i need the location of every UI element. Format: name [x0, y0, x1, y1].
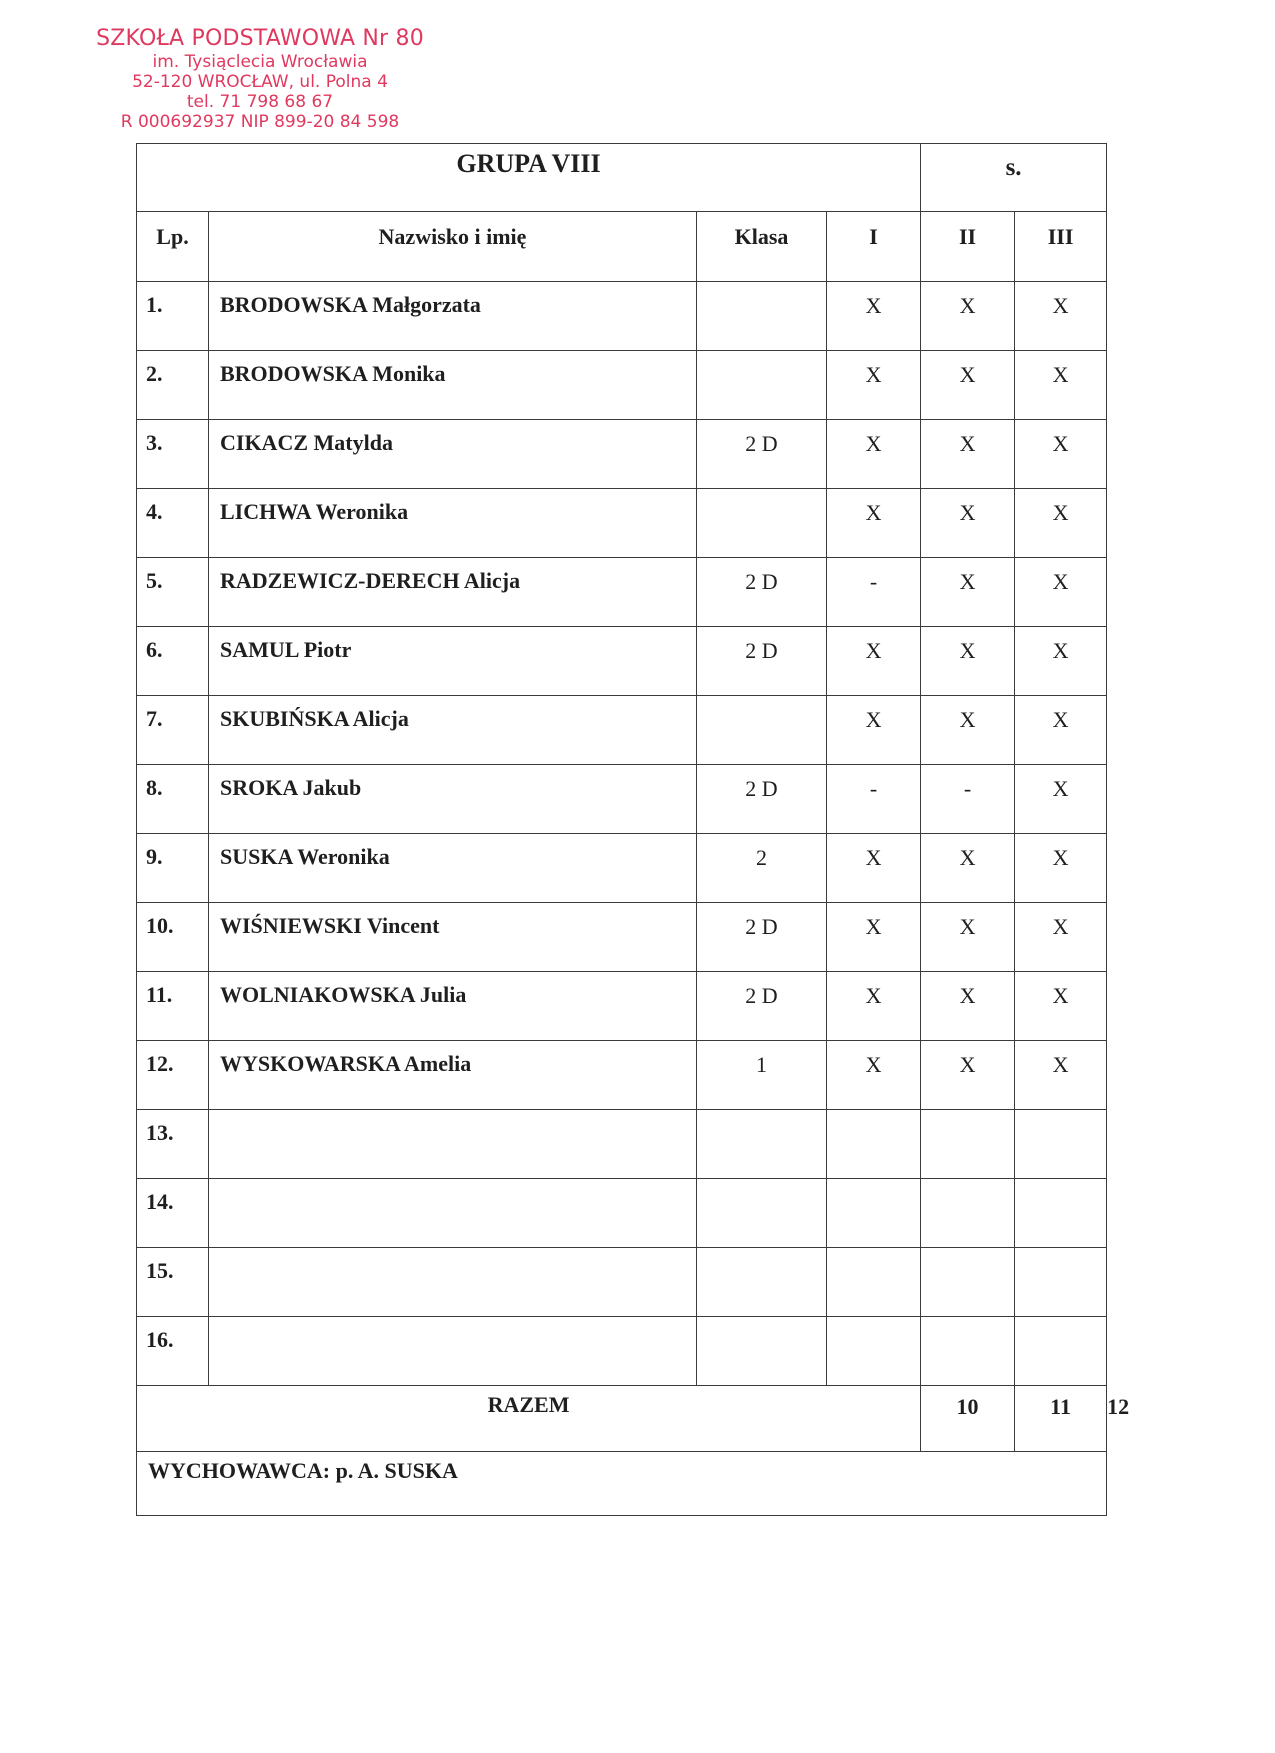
row-lp: 6. — [137, 627, 209, 696]
row-mark-I: X — [827, 282, 921, 351]
row-lp: 7. — [137, 696, 209, 765]
row-klasa: 2 D — [697, 903, 827, 972]
col-header-II: II — [921, 212, 1015, 282]
row-mark-I: - — [827, 558, 921, 627]
row-klasa — [697, 351, 827, 420]
row-klasa: 2 — [697, 834, 827, 903]
row-klasa — [697, 489, 827, 558]
row-mark-I — [827, 1317, 921, 1386]
row-mark-III: X — [1015, 1041, 1107, 1110]
row-klasa: 2 D — [697, 972, 827, 1041]
row-mark-III: X — [1015, 489, 1107, 558]
column-header-row — [137, 212, 1107, 282]
table-row — [137, 627, 1107, 696]
col-header-name: Nazwisko i imię — [209, 212, 697, 282]
row-mark-I: X — [827, 696, 921, 765]
row-mark-I: X — [827, 489, 921, 558]
table-row — [137, 903, 1107, 972]
row-mark-I: X — [827, 627, 921, 696]
row-name: SUSKA Weronika — [209, 834, 697, 903]
s-label: s. — [921, 144, 1107, 212]
row-mark-III: X — [1015, 972, 1107, 1041]
row-klasa — [697, 1317, 827, 1386]
totals-label: RAZEM — [137, 1386, 921, 1452]
row-mark-II: - — [921, 765, 1015, 834]
row-mark-III — [1015, 1110, 1107, 1179]
row-mark-III — [1015, 1248, 1107, 1317]
footer-row — [137, 1452, 1107, 1516]
row-lp: 11. — [137, 972, 209, 1041]
col-header-I: I — [827, 212, 921, 282]
row-klasa — [697, 1110, 827, 1179]
row-mark-II: X — [921, 903, 1015, 972]
row-name: CIKACZ Matylda — [209, 420, 697, 489]
row-mark-III: X — [1015, 558, 1107, 627]
row-klasa — [697, 282, 827, 351]
table-row — [137, 972, 1107, 1041]
row-klasa: 1 — [697, 1041, 827, 1110]
table-row — [137, 765, 1107, 834]
row-mark-II — [921, 1248, 1015, 1317]
row-mark-I: X — [827, 420, 921, 489]
wychowawca: WYCHOWAWCA: p. A. SUSKA — [137, 1452, 1107, 1516]
row-lp: 3. — [137, 420, 209, 489]
row-klasa: 2 D — [697, 765, 827, 834]
row-lp: 16. — [137, 1317, 209, 1386]
table-row — [137, 282, 1107, 351]
total-II: 11 — [1015, 1386, 1107, 1452]
table-row — [137, 489, 1107, 558]
row-klasa — [697, 1179, 827, 1248]
row-mark-I — [827, 1248, 921, 1317]
row-lp: 2. — [137, 351, 209, 420]
school-stamp — [92, 26, 428, 132]
row-klasa: 2 D — [697, 420, 827, 489]
row-lp: 4. — [137, 489, 209, 558]
row-name: SAMUL Piotr — [209, 627, 697, 696]
row-name — [209, 1110, 697, 1179]
table-row — [137, 420, 1107, 489]
table-row — [137, 834, 1107, 903]
row-name: WYSKOWARSKA Amelia — [209, 1041, 697, 1110]
row-lp: 15. — [137, 1248, 209, 1317]
row-mark-II — [921, 1317, 1015, 1386]
row-mark-I — [827, 1110, 921, 1179]
row-name: SROKA Jakub — [209, 765, 697, 834]
row-mark-III — [1015, 1179, 1107, 1248]
row-mark-I: X — [827, 1041, 921, 1110]
row-mark-III: X — [1015, 420, 1107, 489]
col-header-III: III — [1015, 212, 1107, 282]
row-mark-III: X — [1015, 351, 1107, 420]
stamp-phone: tel. 71 798 68 67 — [186, 92, 334, 113]
row-name: RADZEWICZ-DERECH Alicja — [209, 558, 697, 627]
row-mark-I — [827, 1179, 921, 1248]
stamp-address: 52-120 WROCŁAW, ul. Polna 4 — [132, 72, 388, 92]
group-title: GRUPA VIII — [137, 144, 921, 212]
row-name — [209, 1179, 697, 1248]
table-row — [137, 1317, 1107, 1386]
row-lp: 10. — [137, 903, 209, 972]
row-mark-II — [921, 1179, 1015, 1248]
row-lp: 13. — [137, 1110, 209, 1179]
totals-row: RAZEM 10 11 12 — [137, 1386, 1107, 1452]
table-row — [137, 1179, 1107, 1248]
row-name: LICHWA Weronika — [209, 489, 697, 558]
row-klasa: 2 D — [697, 558, 827, 627]
row-mark-I: X — [827, 834, 921, 903]
row-mark-III: X — [1015, 627, 1107, 696]
row-mark-I: X — [827, 903, 921, 972]
row-mark-II: X — [921, 627, 1015, 696]
row-mark-I: X — [827, 351, 921, 420]
row-name: BRODOWSKA Monika — [209, 351, 697, 420]
row-mark-II: X — [921, 351, 1015, 420]
row-mark-III — [1015, 1317, 1107, 1386]
row-name — [209, 1248, 697, 1317]
row-name: SKUBIŃSKA Alicja — [209, 696, 697, 765]
table-row — [137, 696, 1107, 765]
table-row — [137, 1248, 1107, 1317]
stamp-registry-numbers: R 000692937 NIP 899-20 84 598 — [120, 112, 400, 133]
row-mark-II: X — [921, 489, 1015, 558]
row-lp: 14. — [137, 1179, 209, 1248]
row-mark-II — [921, 1110, 1015, 1179]
row-mark-III: X — [1015, 696, 1107, 765]
row-mark-I: - — [827, 765, 921, 834]
row-klasa — [697, 696, 827, 765]
row-mark-II: X — [921, 420, 1015, 489]
stamp-patron: im. Tysiąclecia Wrocławia — [152, 51, 368, 72]
row-mark-III: X — [1015, 834, 1107, 903]
row-lp: 5. — [137, 558, 209, 627]
total-I: 10 — [921, 1386, 1015, 1452]
table-row — [137, 1041, 1107, 1110]
title-row — [137, 144, 1107, 212]
row-name: BRODOWSKA Małgorzata — [209, 282, 697, 351]
row-mark-II: X — [921, 1041, 1015, 1110]
col-header-lp: Lp. — [137, 212, 209, 282]
row-lp: 12. — [137, 1041, 209, 1110]
row-mark-II: X — [921, 558, 1015, 627]
row-lp: 8. — [137, 765, 209, 834]
row-lp: 9. — [137, 834, 209, 903]
attendance-table — [136, 143, 1130, 1516]
table-row — [137, 1110, 1107, 1179]
row-mark-II: X — [921, 282, 1015, 351]
stamp-school-name: SZKOŁA PODSTAWOWA Nr 80 — [96, 26, 424, 51]
table-row — [137, 351, 1107, 420]
row-mark-II: X — [921, 696, 1015, 765]
row-mark-III: X — [1015, 282, 1107, 351]
col-header-klasa: Klasa — [697, 212, 827, 282]
row-name — [209, 1317, 697, 1386]
row-mark-III: X — [1015, 765, 1107, 834]
row-lp: 1. — [137, 282, 209, 351]
row-name: WOLNIAKOWSKA Julia — [209, 972, 697, 1041]
table-row — [137, 558, 1107, 627]
row-mark-II: X — [921, 834, 1015, 903]
row-mark-II: X — [921, 972, 1015, 1041]
row-mark-I: X — [827, 972, 921, 1041]
row-klasa: 2 D — [697, 627, 827, 696]
row-name: WIŚNIEWSKI Vincent — [209, 903, 697, 972]
row-mark-III: X — [1015, 903, 1107, 972]
row-klasa — [697, 1248, 827, 1317]
